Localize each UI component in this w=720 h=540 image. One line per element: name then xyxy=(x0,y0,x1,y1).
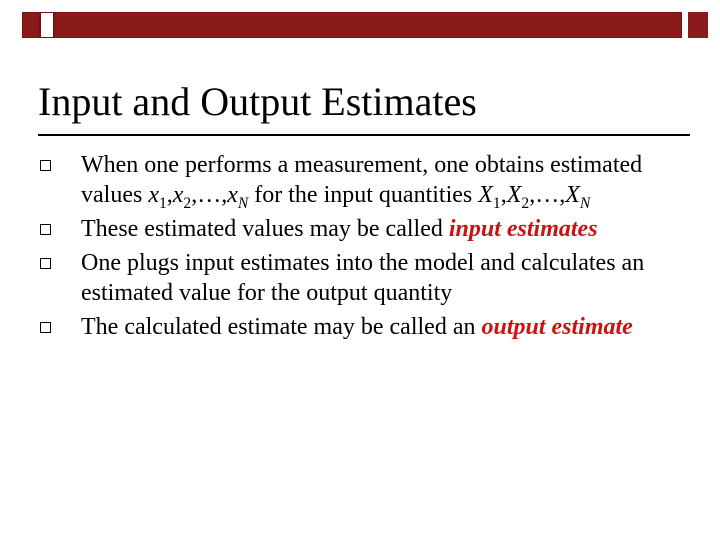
separator: , xyxy=(166,182,173,208)
bar-segment xyxy=(54,12,682,38)
variable: X xyxy=(478,182,493,208)
text-run: When one performs a measurement, one obtains estimated values xyxy=(81,152,643,208)
subscript: 1 xyxy=(158,194,167,212)
bar-segment xyxy=(22,12,40,38)
separator: , xyxy=(500,182,507,208)
emphasized-term: output estimate xyxy=(481,314,633,340)
list-item xyxy=(38,150,678,210)
subscript: 1 xyxy=(492,194,501,212)
subscript: N xyxy=(579,194,591,212)
subscript: N xyxy=(237,194,249,212)
variable: x xyxy=(148,182,159,208)
variable: x xyxy=(172,182,184,208)
bullet-text xyxy=(81,150,678,210)
hollow-square-bullet-icon xyxy=(40,160,51,171)
hollow-square-bullet-icon xyxy=(40,258,51,269)
list-item xyxy=(38,312,678,342)
separator: ,…, xyxy=(529,182,566,208)
list-item xyxy=(38,214,678,244)
list-item xyxy=(38,248,678,308)
text-run: for the input quantities xyxy=(248,182,479,208)
text-run: The calculated estimate may be called an xyxy=(81,314,482,340)
bar-segment xyxy=(40,12,54,38)
header-decoration-bar xyxy=(22,12,682,38)
subscript: 2 xyxy=(521,194,530,212)
title-divider xyxy=(38,134,690,136)
hollow-square-bullet-icon xyxy=(40,224,51,235)
variable: X xyxy=(565,182,580,208)
hollow-square-bullet-icon xyxy=(40,322,51,333)
separator: ,…, xyxy=(191,182,228,208)
variable: x xyxy=(227,182,238,208)
subscript: 2 xyxy=(183,194,192,212)
bullet-text xyxy=(81,214,678,244)
slide-title: Input and Output Estimates xyxy=(38,79,477,124)
bullet-text xyxy=(81,312,678,342)
text-run: These estimated values may be called xyxy=(81,216,449,242)
bullet-list xyxy=(38,150,678,346)
variable: X xyxy=(506,182,522,208)
bullet-text: One plugs input estimates into the model and calculates an estimated value for the output quantity xyxy=(81,250,645,306)
corner-decoration xyxy=(688,12,708,38)
emphasized-term: input estimates xyxy=(448,216,598,242)
